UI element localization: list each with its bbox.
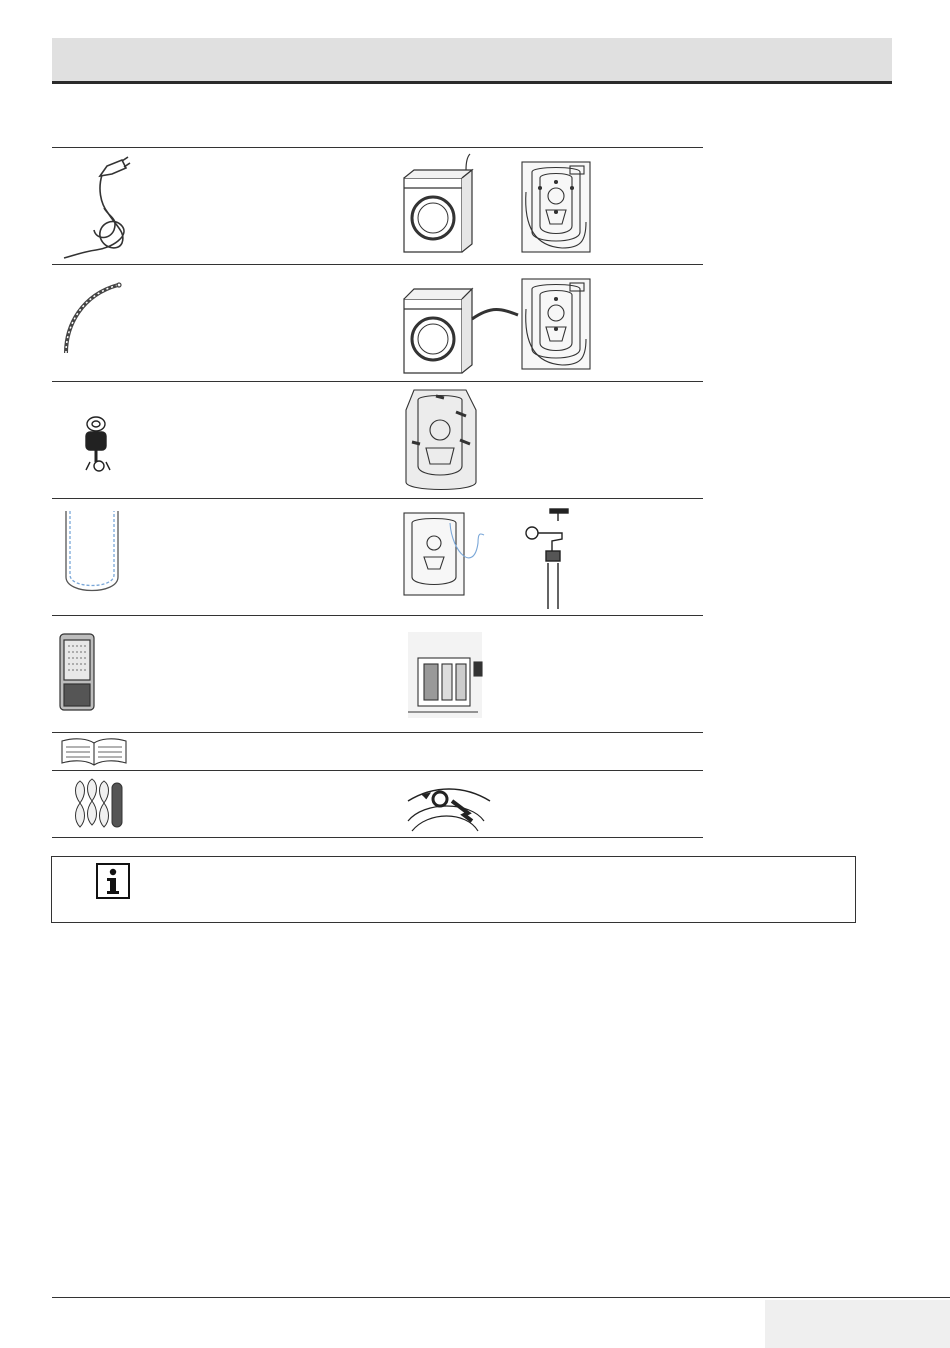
table-row-drain-hose: [52, 265, 703, 382]
water-tap-icon: [526, 509, 568, 609]
detergent-drawer-icon: [408, 632, 482, 718]
washer-front-icon: [404, 154, 472, 252]
detergent-container-icon: [60, 634, 94, 710]
plastic-caps-icon: [76, 779, 123, 827]
table-row-transportation-lock: [52, 382, 703, 499]
table-row-water-inlet-hoses: [52, 499, 703, 616]
user-manual-icon: [62, 739, 126, 765]
table-row-plastic-caps: [52, 771, 703, 838]
info-note-box: [51, 856, 856, 923]
info-icon: [96, 863, 130, 899]
page-header-bar: [52, 38, 892, 84]
footer-rule: [52, 1297, 950, 1298]
page-number-tab: [765, 1300, 950, 1348]
table-row-power-cable: [52, 148, 703, 265]
inlet-hose-icon: [66, 511, 118, 591]
power-cable-icon: [64, 157, 130, 258]
washer-drain-icon: [404, 289, 518, 373]
transport-lock-icon: [86, 417, 110, 471]
washer-rear-icon: [522, 162, 590, 252]
table-row-user-manual: [52, 733, 703, 771]
rear-panel-bolts-icon: [406, 390, 476, 490]
table-row-liquid-detergent: [52, 616, 703, 733]
parts-table: [52, 147, 703, 838]
washer-rear-drain-icon: [522, 279, 590, 369]
transport-cap-insert-icon: [408, 789, 490, 831]
washer-rear-hoses-icon: [404, 513, 484, 595]
drain-hose-icon: [66, 283, 121, 353]
